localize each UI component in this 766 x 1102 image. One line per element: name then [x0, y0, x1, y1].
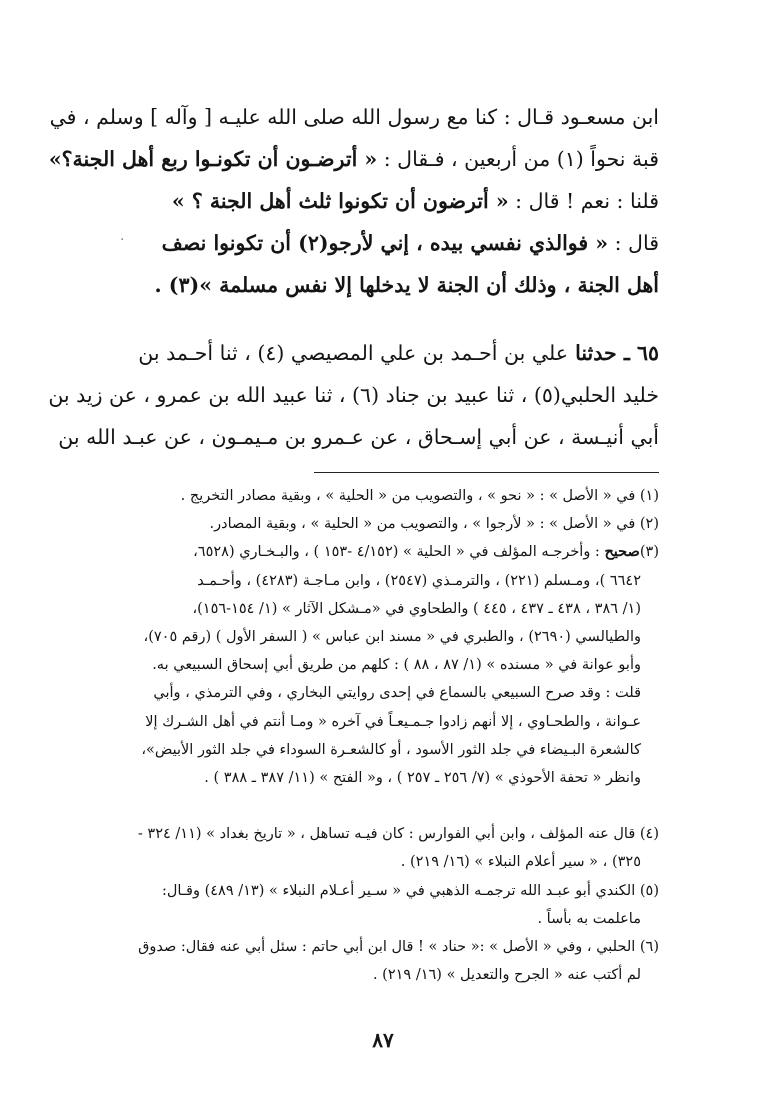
footnote-line: ماعلمت به بأساً . [537, 910, 641, 927]
text-line: قبة نحواً (١) من أربعين ، فـقال : « أترضـون أن تكونـوا ربع أهل الجنة؟» [48, 147, 659, 171]
hadith-line: خليد الحلبي(٥) ، ثنا عبيد بن جناد (٦) ، ثنا عبيد الله بن عمرو ، عن زيد بن [48, 383, 659, 407]
footnote-line: عـوانة ، والطحـاوي ، إلا أنهم زادوا جـمـيعـاً في آخره « ومـا أنتم في أهل الشـرك إلا [145, 713, 641, 730]
footnote-line: (٢) في « الأصل » : « لأرجوا » ، والتصويب من « الحلية » ، وبقية المصادر. [209, 516, 659, 533]
footnote-line: ٣٢٥) ، « سير أعلام النبلاء » (١٦/ ٢١٩) . [400, 854, 641, 871]
text-line: قلنا : نعم ! قال : « أترضون أن تكونوا ثلث أهل الجنة ؟ » [171, 189, 659, 213]
footnote-line: (٣)صحيح : وأخرجـه المؤلف في « الحلية » (٤/١٥٢ -١٥٣ ) ، والبـخـاري (٦٥٢٨، [193, 543, 659, 561]
main-text [48, 96, 659, 458]
footnote-line: (٤) قال عنه المؤلف ، وابن أبي الفوارس : كان فيـه تساهل ، « تاريخ بغداد » (١١/ ٣٢٤ - [137, 826, 659, 843]
hadith-number: ٦٥ ـ حدثنا [567, 341, 659, 365]
footnote-line: وانظر « تحفة الأحوذي » (٧/ ٢٥٦ ـ ٢٥٧ ) ، و« الفتح » (١١/ ٣٨٧ ـ ٣٨٨ ) . [204, 769, 641, 786]
hadith-line: أبي أنيـسة ، عن أبي إسـحاق ، عن عـمرو بن مـيمـون ، عن عبـد الله بن [58, 425, 659, 449]
footnote-line: والطيالسي (٢٦٩٠) ، والطبري في « مسند ابن عباس » ( السفر الأول ) (رقم ٧٠٥)، [143, 628, 641, 645]
footnote-line: وأبو عوانة في « مسنده » (١/ ٨٧ ، ٨٨ ) : كلهم من طريق أبي إسحاق السبيعي به. [152, 657, 641, 674]
page-number: ٨٧ [372, 1028, 394, 1052]
footnotes [89, 482, 659, 989]
footnote-line: قلت : وقد صرح السبيعي بالسماع في إحدى روايتي البخاري ، وفي الترمذي ، وأبي [153, 685, 641, 702]
footnote-line: ٦٦٤٢ )، ومـسلم (٢٢١) ، والترمـذي (٢٥٤٧) ، وابن مـاجـة (٤٢٨٣) ، وأحـمـد [197, 572, 641, 589]
hadith-line: ٦٥ ـ حدثنا علي بن أحـمد بن علي المصيصي (٤) ، ثنا أحـمد بن [138, 341, 659, 365]
text-line: ابن مسعـود قـال : كنا مع رسول الله صلى الله عليـه [ وآله ] وسلم ، في [49, 105, 659, 129]
stray-mark: · [120, 232, 125, 248]
footnote-line: (٥) الكندي أبو عبـد الله ترجمـه الذهبي في « سـير أعـلام النبلاء » (١٣/ ٤٨٩) وقـال: [161, 882, 659, 899]
footnote-line: (١/ ٣٨٦ ، ٤٣٨ ـ ٤٣٧ ، ٤٤٥ ) والطحاوي في «مـشكل الآثار » (١/ ١٥٤-١٥٦)، [192, 600, 641, 617]
footnote-line: لم أكتب عنه « الجرح والتعديل » (١٦/ ٢١٩) . [372, 967, 641, 984]
text-line: أهل الجنة ، وذلك أن الجنة لا يدخلها إلا نفس مسلمة »(٣) . [154, 273, 659, 297]
footnote-line: (١) في « الأصل » : « نحو » ، والتصويب من « الحلية » ، وبقية مصادر التخريج . [180, 488, 659, 504]
footnote-divider [314, 472, 659, 473]
footnote-line [89, 792, 659, 820]
footnote-line: (٦) الحلبي ، وفي « الأصل » :« حناد » ! قال ابن أبي حاتم : سئل أبي عنه فقال: صدوق [138, 939, 659, 955]
text-line: قال : « فوالذي نفسي بيده ، إني لأرجو(٢) أن تكونوا نصف [161, 231, 659, 255]
footnote-line: كالشعرة البـيضاء في جلد الثور الأسود ، أو كالشعـرة السوداء في جلد الثور الأبيض»، [141, 741, 641, 758]
